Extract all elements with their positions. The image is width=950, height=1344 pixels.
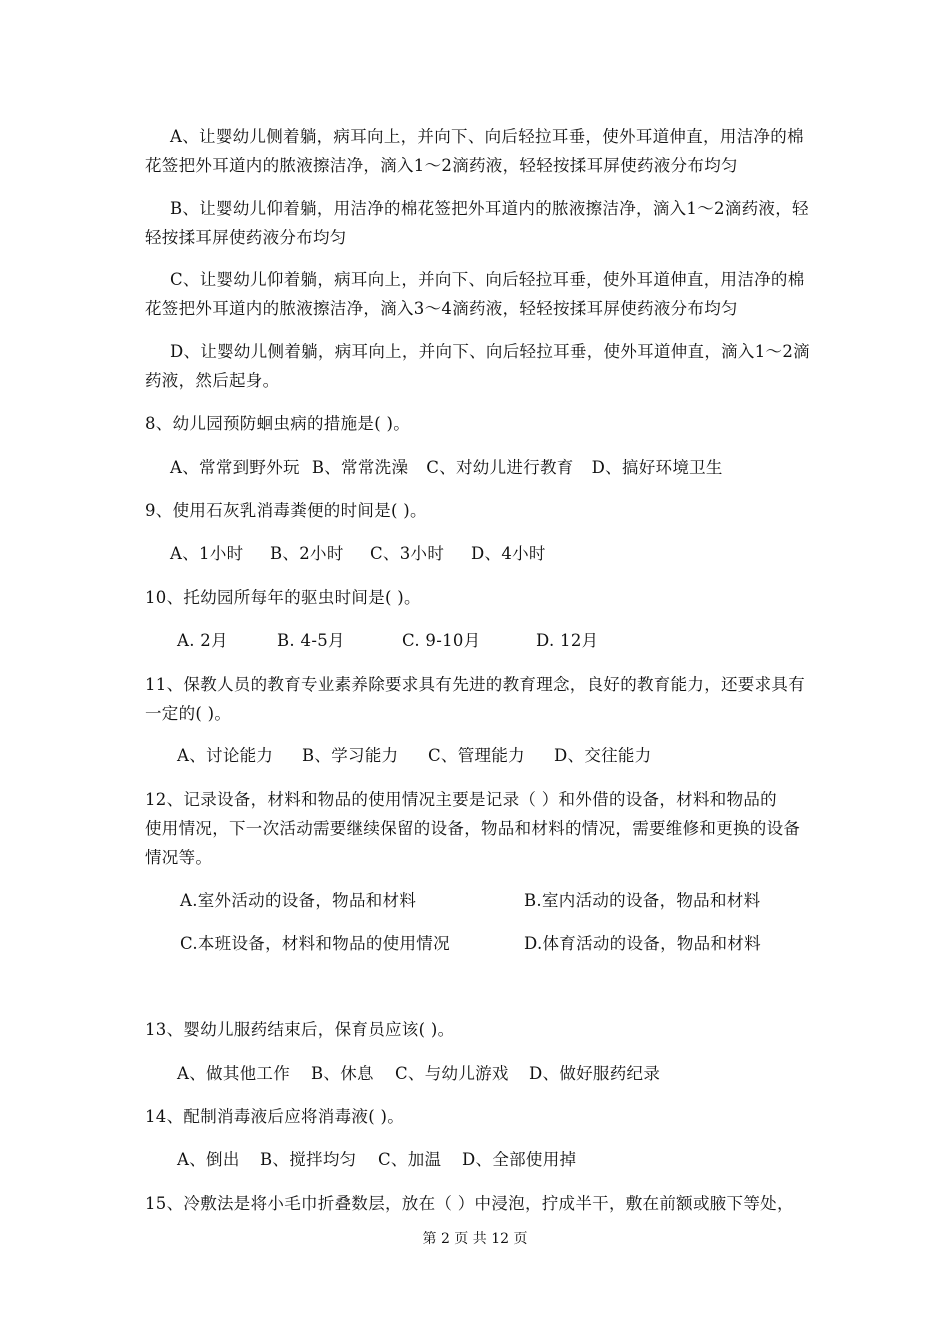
option-c: C、与幼儿游戏: [395, 1064, 509, 1083]
option-c: C、加温: [378, 1150, 442, 1169]
q7-option-b-line-2: 轻按揉耳屏使药液分布均匀: [145, 228, 347, 247]
question-stem: 14、配制消毒液后应将消毒液( )。: [145, 1107, 405, 1126]
option-b: B、搅拌均匀: [260, 1150, 357, 1169]
option-a: A、做其他工作: [177, 1064, 291, 1083]
option-b: B.室内活动的设备，物品和材料: [524, 891, 761, 910]
option-c: C. 9-10月: [402, 631, 481, 650]
option-b: B、学习能力: [302, 746, 399, 765]
option-b: B、常常洗澡: [311, 458, 409, 477]
question-stem: 10、托幼园所每年的驱虫时间是( )。: [145, 588, 421, 607]
q7-option-a-line-2: 花签把外耳道内的脓液擦洁净，滴入1～2滴药液，轻轻按揉耳屏使药液分布均匀: [145, 156, 738, 175]
q7-option-d-line-1: D、让婴幼儿侧着躺，病耳向上，并向下、向后轻拉耳垂，使外耳道伸直，滴入1～2滴: [170, 342, 810, 361]
option-a: A、讨论能力: [177, 746, 274, 765]
question-stem-line-1: 12、记录设备，材料和物品的使用情况主要是记录（ ）和外借的设备，材料和物品的: [145, 790, 777, 809]
option-d: D.体育活动的设备，物品和材料: [524, 934, 761, 953]
q7-option-c-line-1: C、让婴幼儿仰着躺，病耳向上，并向下、向后轻拉耳垂，使外耳道伸直，用洁净的棉: [170, 270, 805, 289]
option-c: C、管理能力: [428, 746, 525, 765]
option-d: D、交往能力: [554, 746, 652, 765]
question-stem-line-2: 使用情况，下一次活动需要继续保留的设备，物品和材料的情况，需要维修和更换的设备: [145, 819, 801, 838]
q7-option-a-line-1: A、让婴幼儿侧着躺，病耳向上，并向下、向后轻拉耳垂，使外耳道伸直，用洁净的棉: [170, 127, 804, 146]
option-c: C.本班设备，材料和物品的使用情况: [180, 934, 450, 953]
option-d: D、搞好环境卫生: [591, 458, 723, 477]
question-stem: 15、冷敷法是将小毛巾折叠数层，放在（ ）中浸泡，拧成半干，敷在前额或腋下等处，: [145, 1194, 794, 1213]
option-b: B、休息: [311, 1064, 374, 1083]
q7-option-c-line-2: 花签把外耳道内的脓液擦洁净，滴入3～4滴药液，轻轻按揉耳屏使药液分布均匀: [145, 299, 738, 318]
page-footer: 第 2 页 共 12 页: [422, 1231, 528, 1247]
option-a: A、倒出: [177, 1150, 240, 1169]
option-a: A. 2月: [177, 631, 228, 650]
question-stem: 13、婴幼儿服药结束后，保育员应该( )。: [145, 1020, 455, 1039]
option-b: B、2小时: [270, 544, 344, 563]
question-stem-line-2: 一定的( )。: [145, 704, 232, 723]
option-a: A、常常到野外玩: [170, 458, 300, 477]
option-a: A、1小时: [170, 544, 244, 563]
option-b: B. 4-5月: [277, 631, 345, 650]
q7-option-d-line-2: 药液，然后起身。: [145, 371, 280, 390]
option-d: D、全部使用掉: [462, 1150, 577, 1169]
option-d: D. 12月: [536, 631, 599, 650]
option-c: C、3小时: [370, 544, 445, 563]
question-stem: 8、幼儿园预防蛔虫病的措施是( )。: [145, 414, 411, 433]
q7-option-b-line-1: B、让婴幼儿仰着躺，用洁净的棉花签把外耳道内的脓液擦洁净，滴入1～2滴药液，轻: [170, 199, 809, 218]
question-stem: 9、使用石灰乳消毒粪便的时间是( )。: [145, 501, 427, 520]
option-d: D、做好服药纪录: [529, 1064, 661, 1083]
option-a: A.室外活动的设备，物品和材料: [180, 891, 417, 910]
question-stem-line-1: 11、保教人员的教育专业素养除要求具有先进的教育理念，良好的教育能力，还要求具有: [145, 675, 805, 694]
option-list: [170, 460, 723, 477]
option-c: C、对幼儿进行教育: [426, 458, 574, 477]
option-d: D、4小时: [471, 544, 546, 563]
question-stem-line-3: 情况等。: [145, 848, 213, 867]
